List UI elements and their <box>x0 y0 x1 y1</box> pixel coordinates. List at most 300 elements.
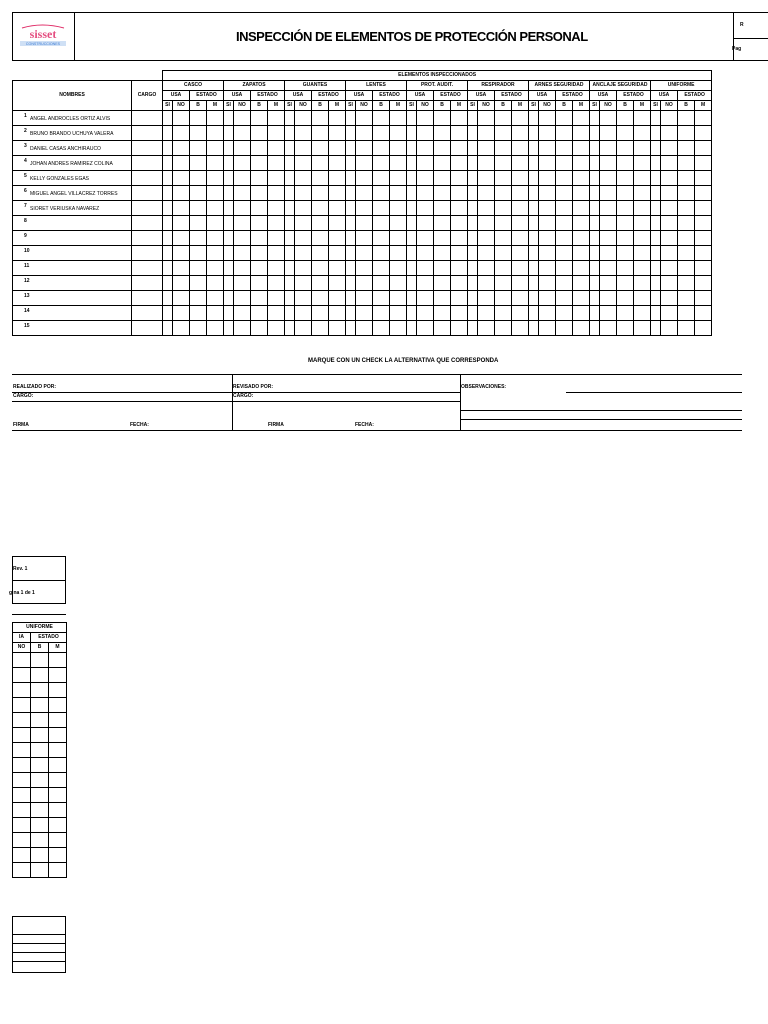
check-cell[interactable] <box>312 201 329 216</box>
check-cell[interactable] <box>529 156 539 171</box>
check-cell[interactable] <box>529 276 539 291</box>
check-cell[interactable] <box>190 306 207 321</box>
check-cell[interactable] <box>634 306 651 321</box>
cargo-cell[interactable] <box>132 276 163 291</box>
check-cell[interactable] <box>373 321 390 336</box>
check-cell[interactable] <box>190 231 207 246</box>
check-cell[interactable] <box>573 276 590 291</box>
check-cell[interactable] <box>451 216 468 231</box>
check-cell[interactable] <box>13 863 31 878</box>
check-cell[interactable] <box>285 231 295 246</box>
check-cell[interactable] <box>600 276 617 291</box>
check-cell[interactable] <box>600 156 617 171</box>
check-cell[interactable] <box>268 321 285 336</box>
check-cell[interactable] <box>207 171 224 186</box>
check-cell[interactable] <box>434 276 451 291</box>
check-cell[interactable] <box>268 216 285 231</box>
check-cell[interactable] <box>617 321 634 336</box>
check-cell[interactable] <box>224 201 234 216</box>
check-cell[interactable] <box>13 803 31 818</box>
check-cell[interactable] <box>163 111 173 126</box>
check-cell[interactable] <box>285 201 295 216</box>
check-cell[interactable] <box>468 246 478 261</box>
check-cell[interactable] <box>407 156 417 171</box>
check-cell[interactable] <box>539 126 556 141</box>
check-cell[interactable] <box>617 246 634 261</box>
check-cell[interactable] <box>31 668 49 683</box>
check-cell[interactable] <box>600 306 617 321</box>
check-cell[interactable] <box>234 156 251 171</box>
check-cell[interactable] <box>573 291 590 306</box>
check-cell[interactable] <box>295 291 312 306</box>
check-cell[interactable] <box>234 231 251 246</box>
check-cell[interactable] <box>573 321 590 336</box>
check-cell[interactable] <box>661 231 678 246</box>
check-cell[interactable] <box>573 171 590 186</box>
check-cell[interactable] <box>539 156 556 171</box>
check-cell[interactable] <box>390 141 407 156</box>
cargo-cell[interactable] <box>132 186 163 201</box>
check-cell[interactable] <box>407 261 417 276</box>
check-cell[interactable] <box>312 231 329 246</box>
check-cell[interactable] <box>695 321 712 336</box>
check-cell[interactable] <box>356 171 373 186</box>
check-cell[interactable] <box>451 171 468 186</box>
check-cell[interactable] <box>451 291 468 306</box>
check-cell[interactable] <box>285 276 295 291</box>
check-cell[interactable] <box>451 201 468 216</box>
check-cell[interactable] <box>417 141 434 156</box>
check-cell[interactable] <box>163 306 173 321</box>
check-cell[interactable] <box>207 186 224 201</box>
check-cell[interactable] <box>617 276 634 291</box>
check-cell[interactable] <box>634 291 651 306</box>
check-cell[interactable] <box>31 788 49 803</box>
check-cell[interactable] <box>600 186 617 201</box>
check-cell[interactable] <box>695 126 712 141</box>
check-cell[interactable] <box>434 156 451 171</box>
check-cell[interactable] <box>13 698 31 713</box>
check-cell[interactable] <box>207 156 224 171</box>
check-cell[interactable] <box>346 216 356 231</box>
check-cell[interactable] <box>478 171 495 186</box>
check-cell[interactable] <box>390 201 407 216</box>
check-cell[interactable] <box>651 246 661 261</box>
check-cell[interactable] <box>495 216 512 231</box>
check-cell[interactable] <box>417 306 434 321</box>
check-cell[interactable] <box>285 321 295 336</box>
check-cell[interactable] <box>173 321 190 336</box>
check-cell[interactable] <box>207 246 224 261</box>
check-cell[interactable] <box>434 261 451 276</box>
check-cell[interactable] <box>434 306 451 321</box>
check-cell[interactable] <box>190 216 207 231</box>
check-cell[interactable] <box>417 291 434 306</box>
check-cell[interactable] <box>417 261 434 276</box>
check-cell[interactable] <box>529 171 539 186</box>
check-cell[interactable] <box>634 171 651 186</box>
check-cell[interactable] <box>451 156 468 171</box>
check-cell[interactable] <box>251 186 268 201</box>
check-cell[interactable] <box>678 231 695 246</box>
check-cell[interactable] <box>356 216 373 231</box>
check-cell[interactable] <box>407 111 417 126</box>
check-cell[interactable] <box>13 833 31 848</box>
check-cell[interactable] <box>495 306 512 321</box>
check-cell[interactable] <box>251 141 268 156</box>
check-cell[interactable] <box>49 713 67 728</box>
check-cell[interactable] <box>207 111 224 126</box>
check-cell[interactable] <box>234 216 251 231</box>
check-cell[interactable] <box>251 111 268 126</box>
check-cell[interactable] <box>539 261 556 276</box>
check-cell[interactable] <box>163 231 173 246</box>
check-cell[interactable] <box>661 186 678 201</box>
check-cell[interactable] <box>373 111 390 126</box>
check-cell[interactable] <box>49 803 67 818</box>
check-cell[interactable] <box>512 276 529 291</box>
check-cell[interactable] <box>661 141 678 156</box>
check-cell[interactable] <box>590 291 600 306</box>
check-cell[interactable] <box>13 728 31 743</box>
check-cell[interactable] <box>634 186 651 201</box>
check-cell[interactable] <box>556 201 573 216</box>
check-cell[interactable] <box>13 848 31 863</box>
check-cell[interactable] <box>434 291 451 306</box>
check-cell[interactable] <box>163 171 173 186</box>
check-cell[interactable] <box>295 246 312 261</box>
cargo-cell[interactable] <box>132 126 163 141</box>
check-cell[interactable] <box>190 171 207 186</box>
check-cell[interactable] <box>49 773 67 788</box>
check-cell[interactable] <box>31 803 49 818</box>
check-cell[interactable] <box>529 111 539 126</box>
check-cell[interactable] <box>49 863 67 878</box>
check-cell[interactable] <box>190 186 207 201</box>
check-cell[interactable] <box>651 291 661 306</box>
check-cell[interactable] <box>539 276 556 291</box>
check-cell[interactable] <box>13 758 31 773</box>
check-cell[interactable] <box>234 201 251 216</box>
check-cell[interactable] <box>417 171 434 186</box>
check-cell[interactable] <box>224 171 234 186</box>
check-cell[interactable] <box>478 276 495 291</box>
check-cell[interactable] <box>407 201 417 216</box>
check-cell[interactable] <box>661 201 678 216</box>
check-cell[interactable] <box>356 276 373 291</box>
check-cell[interactable] <box>373 291 390 306</box>
check-cell[interactable] <box>600 291 617 306</box>
check-cell[interactable] <box>390 156 407 171</box>
check-cell[interactable] <box>600 126 617 141</box>
check-cell[interactable] <box>478 321 495 336</box>
check-cell[interactable] <box>573 141 590 156</box>
check-cell[interactable] <box>268 231 285 246</box>
check-cell[interactable] <box>695 186 712 201</box>
check-cell[interactable] <box>173 126 190 141</box>
check-cell[interactable] <box>234 321 251 336</box>
check-cell[interactable] <box>329 321 346 336</box>
check-cell[interactable] <box>234 306 251 321</box>
check-cell[interactable] <box>495 246 512 261</box>
check-cell[interactable] <box>295 186 312 201</box>
check-cell[interactable] <box>590 141 600 156</box>
check-cell[interactable] <box>285 141 295 156</box>
check-cell[interactable] <box>512 291 529 306</box>
check-cell[interactable] <box>651 111 661 126</box>
check-cell[interactable] <box>190 111 207 126</box>
check-cell[interactable] <box>346 126 356 141</box>
check-cell[interactable] <box>651 186 661 201</box>
check-cell[interactable] <box>512 306 529 321</box>
check-cell[interactable] <box>13 743 31 758</box>
check-cell[interactable] <box>329 231 346 246</box>
check-cell[interactable] <box>590 306 600 321</box>
check-cell[interactable] <box>31 728 49 743</box>
check-cell[interactable] <box>207 126 224 141</box>
check-cell[interactable] <box>651 156 661 171</box>
check-cell[interactable] <box>356 111 373 126</box>
check-cell[interactable] <box>451 141 468 156</box>
check-cell[interactable] <box>251 261 268 276</box>
check-cell[interactable] <box>224 261 234 276</box>
check-cell[interactable] <box>495 186 512 201</box>
check-cell[interactable] <box>163 246 173 261</box>
cargo-cell[interactable] <box>132 171 163 186</box>
check-cell[interactable] <box>190 126 207 141</box>
check-cell[interactable] <box>173 276 190 291</box>
check-cell[interactable] <box>617 111 634 126</box>
check-cell[interactable] <box>468 216 478 231</box>
check-cell[interactable] <box>31 683 49 698</box>
check-cell[interactable] <box>417 216 434 231</box>
check-cell[interactable] <box>478 156 495 171</box>
check-cell[interactable] <box>207 216 224 231</box>
check-cell[interactable] <box>234 141 251 156</box>
check-cell[interactable] <box>661 261 678 276</box>
check-cell[interactable] <box>556 246 573 261</box>
check-cell[interactable] <box>312 171 329 186</box>
check-cell[interactable] <box>31 833 49 848</box>
check-cell[interactable] <box>634 111 651 126</box>
check-cell[interactable] <box>251 321 268 336</box>
cargo-cell[interactable] <box>132 291 163 306</box>
check-cell[interactable] <box>173 231 190 246</box>
check-cell[interactable] <box>346 231 356 246</box>
check-cell[interactable] <box>590 201 600 216</box>
check-cell[interactable] <box>356 261 373 276</box>
check-cell[interactable] <box>207 201 224 216</box>
check-cell[interactable] <box>190 246 207 261</box>
check-cell[interactable] <box>173 261 190 276</box>
check-cell[interactable] <box>451 111 468 126</box>
check-cell[interactable] <box>224 246 234 261</box>
check-cell[interactable] <box>295 231 312 246</box>
check-cell[interactable] <box>678 186 695 201</box>
check-cell[interactable] <box>434 126 451 141</box>
check-cell[interactable] <box>678 201 695 216</box>
check-cell[interactable] <box>329 171 346 186</box>
check-cell[interactable] <box>556 261 573 276</box>
check-cell[interactable] <box>529 291 539 306</box>
check-cell[interactable] <box>224 126 234 141</box>
check-cell[interactable] <box>390 246 407 261</box>
check-cell[interactable] <box>295 321 312 336</box>
check-cell[interactable] <box>695 216 712 231</box>
check-cell[interactable] <box>268 261 285 276</box>
check-cell[interactable] <box>31 773 49 788</box>
check-cell[interactable] <box>556 141 573 156</box>
check-cell[interactable] <box>417 201 434 216</box>
check-cell[interactable] <box>634 321 651 336</box>
check-cell[interactable] <box>590 156 600 171</box>
check-cell[interactable] <box>678 261 695 276</box>
check-cell[interactable] <box>573 231 590 246</box>
check-cell[interactable] <box>634 156 651 171</box>
check-cell[interactable] <box>251 291 268 306</box>
check-cell[interactable] <box>329 126 346 141</box>
check-cell[interactable] <box>207 141 224 156</box>
check-cell[interactable] <box>312 246 329 261</box>
check-cell[interactable] <box>478 246 495 261</box>
check-cell[interactable] <box>651 141 661 156</box>
check-cell[interactable] <box>512 141 529 156</box>
check-cell[interactable] <box>207 276 224 291</box>
check-cell[interactable] <box>678 111 695 126</box>
check-cell[interactable] <box>417 246 434 261</box>
check-cell[interactable] <box>234 261 251 276</box>
check-cell[interactable] <box>346 171 356 186</box>
check-cell[interactable] <box>573 306 590 321</box>
check-cell[interactable] <box>295 216 312 231</box>
check-cell[interactable] <box>346 111 356 126</box>
check-cell[interactable] <box>468 111 478 126</box>
check-cell[interactable] <box>539 171 556 186</box>
check-cell[interactable] <box>285 186 295 201</box>
check-cell[interactable] <box>173 201 190 216</box>
check-cell[interactable] <box>390 216 407 231</box>
check-cell[interactable] <box>661 291 678 306</box>
check-cell[interactable] <box>573 111 590 126</box>
check-cell[interactable] <box>173 186 190 201</box>
check-cell[interactable] <box>346 246 356 261</box>
check-cell[interactable] <box>31 743 49 758</box>
check-cell[interactable] <box>495 156 512 171</box>
check-cell[interactable] <box>529 246 539 261</box>
check-cell[interactable] <box>407 186 417 201</box>
check-cell[interactable] <box>529 141 539 156</box>
check-cell[interactable] <box>695 261 712 276</box>
check-cell[interactable] <box>49 788 67 803</box>
check-cell[interactable] <box>251 231 268 246</box>
check-cell[interactable] <box>556 276 573 291</box>
check-cell[interactable] <box>495 276 512 291</box>
check-cell[interactable] <box>651 276 661 291</box>
check-cell[interactable] <box>163 291 173 306</box>
check-cell[interactable] <box>590 261 600 276</box>
check-cell[interactable] <box>268 276 285 291</box>
check-cell[interactable] <box>190 321 207 336</box>
check-cell[interactable] <box>661 216 678 231</box>
check-cell[interactable] <box>451 231 468 246</box>
check-cell[interactable] <box>512 171 529 186</box>
check-cell[interactable] <box>49 833 67 848</box>
check-cell[interactable] <box>651 126 661 141</box>
check-cell[interactable] <box>329 246 346 261</box>
check-cell[interactable] <box>251 201 268 216</box>
check-cell[interactable] <box>49 758 67 773</box>
check-cell[interactable] <box>373 276 390 291</box>
check-cell[interactable] <box>268 141 285 156</box>
check-cell[interactable] <box>556 291 573 306</box>
check-cell[interactable] <box>31 848 49 863</box>
check-cell[interactable] <box>163 156 173 171</box>
cargo-cell[interactable] <box>132 201 163 216</box>
check-cell[interactable] <box>468 156 478 171</box>
check-cell[interactable] <box>373 261 390 276</box>
check-cell[interactable] <box>468 186 478 201</box>
check-cell[interactable] <box>478 291 495 306</box>
check-cell[interactable] <box>468 126 478 141</box>
check-cell[interactable] <box>312 126 329 141</box>
check-cell[interactable] <box>173 111 190 126</box>
check-cell[interactable] <box>512 186 529 201</box>
check-cell[interactable] <box>678 276 695 291</box>
check-cell[interactable] <box>634 246 651 261</box>
check-cell[interactable] <box>13 653 31 668</box>
check-cell[interactable] <box>617 231 634 246</box>
check-cell[interactable] <box>478 111 495 126</box>
check-cell[interactable] <box>478 306 495 321</box>
check-cell[interactable] <box>190 261 207 276</box>
check-cell[interactable] <box>356 141 373 156</box>
check-cell[interactable] <box>468 201 478 216</box>
check-cell[interactable] <box>268 126 285 141</box>
check-cell[interactable] <box>13 818 31 833</box>
check-cell[interactable] <box>173 156 190 171</box>
check-cell[interactable] <box>390 291 407 306</box>
check-cell[interactable] <box>573 201 590 216</box>
check-cell[interactable] <box>163 276 173 291</box>
check-cell[interactable] <box>31 818 49 833</box>
check-cell[interactable] <box>434 321 451 336</box>
check-cell[interactable] <box>512 201 529 216</box>
check-cell[interactable] <box>495 261 512 276</box>
cargo-cell[interactable] <box>132 231 163 246</box>
check-cell[interactable] <box>539 306 556 321</box>
check-cell[interactable] <box>295 171 312 186</box>
check-cell[interactable] <box>312 291 329 306</box>
check-cell[interactable] <box>312 276 329 291</box>
check-cell[interactable] <box>356 321 373 336</box>
check-cell[interactable] <box>49 818 67 833</box>
check-cell[interactable] <box>512 261 529 276</box>
check-cell[interactable] <box>346 186 356 201</box>
check-cell[interactable] <box>224 216 234 231</box>
check-cell[interactable] <box>407 291 417 306</box>
check-cell[interactable] <box>590 321 600 336</box>
check-cell[interactable] <box>251 216 268 231</box>
check-cell[interactable] <box>329 111 346 126</box>
check-cell[interactable] <box>678 141 695 156</box>
check-cell[interactable] <box>312 306 329 321</box>
check-cell[interactable] <box>407 231 417 246</box>
check-cell[interactable] <box>590 231 600 246</box>
check-cell[interactable] <box>600 246 617 261</box>
check-cell[interactable] <box>390 126 407 141</box>
check-cell[interactable] <box>373 246 390 261</box>
check-cell[interactable] <box>190 141 207 156</box>
